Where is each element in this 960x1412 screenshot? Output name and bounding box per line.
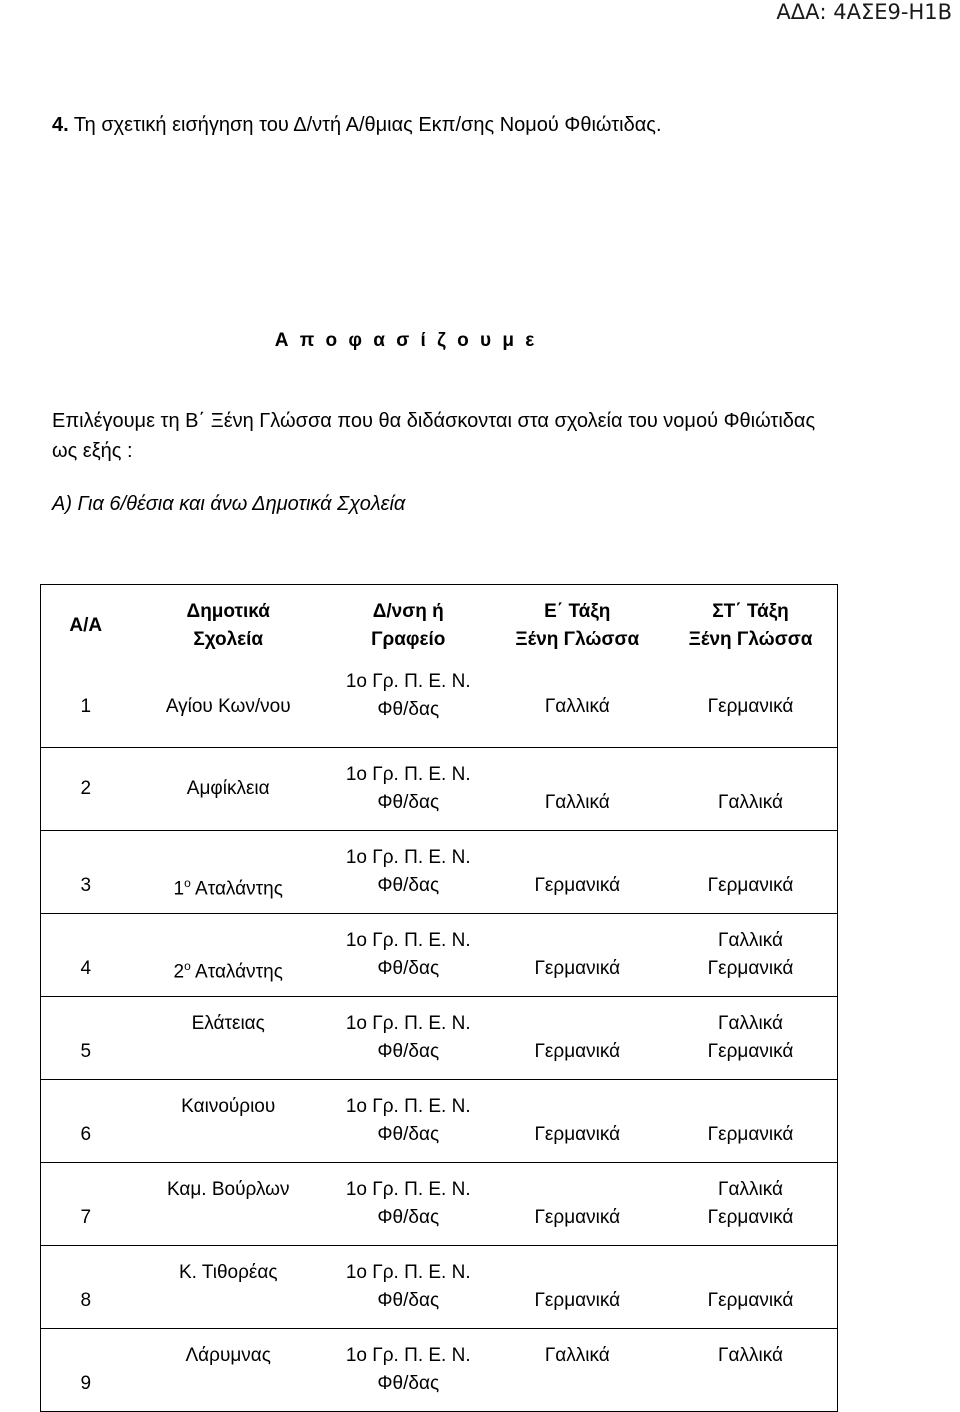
- cell-aa: 3: [80, 875, 92, 896]
- item-4-number: 4.: [52, 114, 69, 136]
- cell-grade-st: Γαλλικά: [718, 1345, 783, 1366]
- table-row: [41, 1080, 838, 1163]
- cell-school: $1^o$ Αταλάντης: [173, 875, 283, 900]
- cell-grade-e: Γερμανικά: [534, 1290, 621, 1311]
- cell-grade-st: Γερμανικά: [707, 1290, 794, 1311]
- cell-grade-st: Γαλλικά Γερμανικά: [707, 1013, 794, 1062]
- cell-school: Ελάτειας: [191, 1013, 265, 1034]
- cell-office: 1ο Γρ. Π. Ε. Ν. Φθ/δας: [345, 1179, 471, 1228]
- cell-grade-e: Γερμανικά: [534, 875, 621, 896]
- table-row: [41, 914, 838, 997]
- header-grade-e: Ε΄ Τάξη Ξένη Γλώσσα: [515, 601, 640, 651]
- header-grade-st: ΣΤ΄ Τάξη Ξένη Γλώσσα: [688, 601, 813, 651]
- item-4-text: Τη σχετική εισήγηση του Δ/ντή Α/θμιας Εκπ/σης Νομού Φθιώτιδας.: [73, 114, 662, 136]
- cell-grade-e: Γερμανικά: [534, 958, 621, 979]
- cell-grade-e: Γερμανικά: [534, 1207, 621, 1228]
- cell-aa: 9: [80, 1373, 92, 1394]
- cell-office: 1ο Γρ. Π. Ε. Ν. Φθ/δας: [345, 847, 471, 896]
- table-row: [41, 1246, 838, 1329]
- cell-aa: 2: [80, 778, 92, 799]
- decision-title: Α π ο φ α σ ί ζ ο υ μ ε: [274, 330, 538, 351]
- cell-school: Αγίου Κων/νου: [165, 695, 291, 717]
- cell-aa: 5: [80, 1041, 92, 1062]
- cell-office: 1ο Γρ. Π. Ε. Ν. Φθ/δας: [345, 930, 471, 979]
- cell-grade-e: Γαλλικά: [544, 695, 610, 717]
- header-office: Δ/νση ή Γραφείο: [371, 601, 446, 651]
- cell-grade-st: Γαλλικά Γερμανικά: [707, 1179, 794, 1228]
- intro-paragraph: Επιλέγουμε τη Β΄ Ξένη Γλώσσα που θα διδάσκονται στα σχολεία του νομού Φθιώτιδας ως εξής :: [52, 410, 816, 462]
- cell-aa: 1: [80, 695, 92, 717]
- cell-school: Λάρυμνας: [185, 1345, 271, 1366]
- header-aa: Α/Α: [69, 615, 103, 637]
- cell-grade-e: Γαλλικά: [544, 1345, 610, 1366]
- cell-office: 1ο Γρ. Π. Ε. Ν. Φθ/δας: [345, 1262, 471, 1311]
- cell-grade-st: Γερμανικά: [707, 1124, 794, 1145]
- cell-school: Καινούριου: [181, 1096, 276, 1117]
- cell-aa: 8: [80, 1290, 92, 1311]
- cell-grade-e: Γερμανικά: [534, 1124, 621, 1145]
- cell-school: Αμφίκλεια: [186, 778, 270, 799]
- cell-office: 1ο Γρ. Π. Ε. Ν. Φθ/δας: [345, 670, 471, 720]
- cell-office: 1ο Γρ. Π. Ε. Ν. Φθ/δας: [345, 764, 471, 813]
- table-row: [41, 1163, 838, 1246]
- cell-aa: 7: [80, 1207, 92, 1228]
- cell-grade-e: Γερμανικά: [534, 1041, 621, 1062]
- header-school: Δημοτικά Σχολεία: [186, 601, 270, 651]
- schools-table: [40, 584, 838, 1412]
- cell-grade-e: Γαλλικά: [544, 792, 610, 813]
- cell-office: 1ο Γρ. Π. Ε. Ν. Φθ/δας: [345, 1345, 471, 1394]
- cell-school: Καμ. Βούρλων: [166, 1179, 290, 1200]
- cell-grade-st: Γαλλικά Γερμανικά: [707, 930, 794, 979]
- cell-school: Κ. Τιθορέας: [178, 1262, 278, 1283]
- document-id: ΑΔΑ: 4ΑΣΕ9-Η1Β: [776, 0, 952, 24]
- table-row: [41, 748, 838, 831]
- cell-grade-st: Γαλλικά: [718, 792, 783, 813]
- cell-office: 1ο Γρ. Π. Ε. Ν. Φθ/δας: [345, 1096, 471, 1145]
- section-a-heading: Α) Για 6/θέσια και άνω Δημοτικά Σχολεία: [52, 493, 406, 515]
- table-row: [41, 997, 838, 1080]
- cell-aa: 4: [80, 958, 92, 979]
- cell-grade-st: Γερμανικά: [707, 695, 794, 717]
- cell-grade-st: Γερμανικά: [707, 875, 794, 896]
- cell-school: $2^o$ Αταλάντης: [173, 958, 283, 983]
- cell-aa: 6: [80, 1124, 92, 1145]
- table-row: [41, 668, 838, 748]
- table-header-row: [41, 585, 838, 668]
- cell-office: 1ο Γρ. Π. Ε. Ν. Φθ/δας: [345, 1013, 471, 1062]
- table-row: [41, 1329, 838, 1412]
- table-row: [41, 831, 838, 914]
- item-4: [52, 114, 662, 137]
